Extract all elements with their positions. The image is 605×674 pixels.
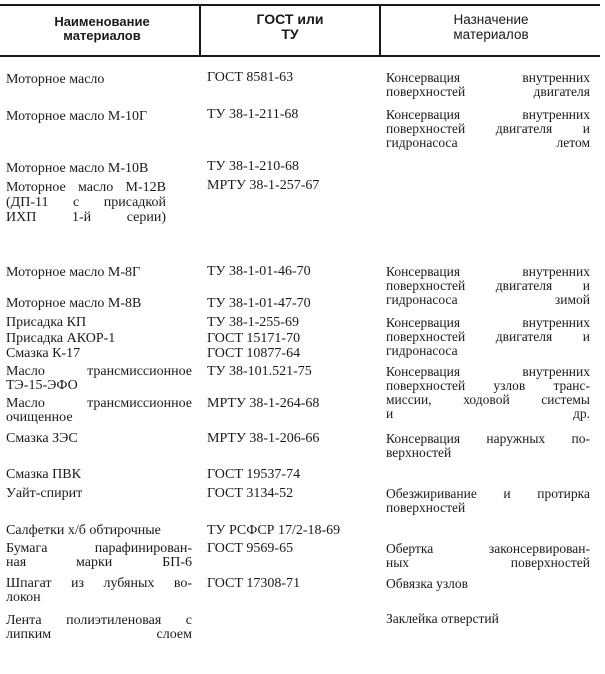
row-purpose: Консервация внутренних поверхностей двигателя и гидронасоса [386, 315, 590, 358]
row-name: Моторное масло М-12В (ДП-11 с присадкой ИХП 1-й серии) [6, 180, 166, 225]
row-name: Моторное масло [6, 72, 105, 87]
header-purpose: Назначение материалов [453, 12, 529, 42]
row-name: Смазка ЗЭС [6, 431, 78, 446]
row-name: Присадка КП [6, 315, 87, 330]
row-purpose: Консервация внутренних поверхностей двигателя и гидронасоса летом [386, 107, 590, 150]
row-purpose: Консервация внутренних поверхностей узлов транс- миссии, ходовой системы и др. [386, 364, 590, 421]
row-purpose: Консервация наружных по- верхностей [386, 431, 590, 460]
row-standard: ГОСТ 10877-64 [207, 346, 301, 361]
row-name: Моторное масло М-8В [6, 296, 142, 311]
row-standard: ГОСТ 19537-74 [207, 467, 301, 482]
column-divider-2 [379, 4, 381, 57]
row-name: Масло трансмиссионное ТЭ-15-ЭФО [6, 364, 192, 393]
row-standard: МРТУ 38-1-206-66 [207, 431, 320, 446]
row-standard: ГОСТ 9569-65 [207, 541, 294, 556]
row-purpose: Обвязка узлов [386, 576, 469, 591]
row-standard: ТУ 38-1-01-47-70 [207, 296, 311, 311]
row-name: Моторное масло М-10В [6, 161, 149, 176]
row-name: Присадка АКОР-1 [6, 331, 116, 346]
row-standard: ТУ 38-1-210-68 [207, 159, 299, 174]
table-top-rule [0, 4, 600, 6]
row-standard: ТУ 38-1-255-69 [207, 315, 299, 330]
row-name: Смазка ПВК [6, 467, 81, 482]
row-purpose: Обезжиривание и протирка поверхностей [386, 486, 590, 515]
row-purpose: Консервация внутренних поверхностей двигателя и гидронасоса зимой [386, 264, 590, 307]
row-standard: ГОСТ 15171-70 [207, 331, 301, 346]
row-purpose: Обертка законсервирован- ных поверхностей [386, 541, 590, 570]
header-name: Наименование материалов [54, 14, 150, 43]
row-standard: МРТУ 38-1-264-68 [207, 396, 320, 411]
row-name: Уайт-спирит [6, 486, 83, 501]
row-purpose: Заклейка отверстий [386, 611, 499, 626]
row-name: Моторное масло М-10Г [6, 109, 148, 124]
row-name: Моторное масло М-8Г [6, 265, 141, 280]
row-standard: ТУ 38-1-211-68 [207, 107, 299, 122]
row-purpose: Консервация внутренних поверхностей двигателя [386, 70, 590, 99]
row-name: Масло трансмиссионное очищенное [6, 396, 192, 425]
row-standard: ГОСТ 8581-63 [207, 70, 294, 85]
column-divider-1 [199, 4, 201, 57]
row-name: Смазка К-17 [6, 346, 81, 361]
row-name: Шпагат из лубяных во- локон [6, 576, 192, 605]
row-standard: ГОСТ 3134-52 [207, 486, 294, 501]
header-bottom-rule [0, 55, 600, 57]
row-standard: МРТУ 38-1-257-67 [207, 178, 320, 193]
row-standard: ТУ 38-101.521-75 [207, 364, 312, 379]
row-standard: ТУ РСФСР 17/2-18-69 [207, 523, 341, 538]
row-name: Салфетки х/б обтирочные [6, 523, 161, 538]
row-standard: ГОСТ 17308-71 [207, 576, 301, 591]
row-name: Бумага парафинирован- ная марки БП-6 [6, 541, 192, 570]
header-standard: ГОСТ или ТУ [256, 11, 324, 42]
row-name: Лента полиэтиленовая с липким слоем [6, 613, 192, 642]
row-standard: ТУ 38-1-01-46-70 [207, 264, 311, 279]
